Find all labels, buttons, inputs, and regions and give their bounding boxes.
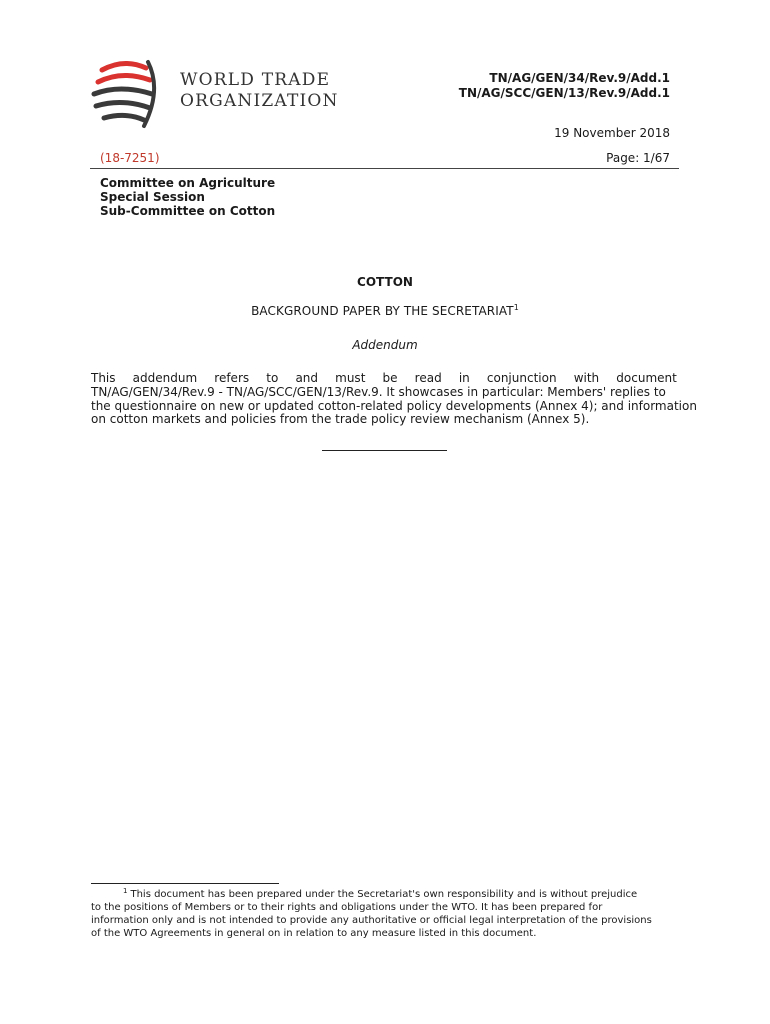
footnote-line xyxy=(91,888,681,901)
subtitle-text: BACKGROUND PAPER BY THE SECRETARIAT xyxy=(251,304,514,318)
header-divider xyxy=(90,168,679,169)
committee-block xyxy=(100,176,275,218)
body-line: on cotton markets and policies from the trade policy review mechanism (Annex 5). xyxy=(91,412,590,427)
body-word: read xyxy=(414,371,442,385)
footnote-marker: 1 xyxy=(123,886,128,895)
body-word: document xyxy=(616,371,677,385)
document-subtitle xyxy=(0,304,770,318)
page-indicator: Page: 1/67 xyxy=(606,151,670,165)
body-word: be xyxy=(382,371,398,385)
body-word: refers xyxy=(214,371,250,385)
body-word: conjunction xyxy=(486,371,557,385)
document-symbol: TN/AG/SCC/GEN/13/Rev.9/Add.1 xyxy=(458,86,670,100)
body-line: TN/AG/GEN/34/Rev.9 - TN/AG/SCC/GEN/13/Rev.9. It showcases in particular: Members' replies to xyxy=(91,384,666,399)
document-symbol: TN/AG/GEN/34/Rev.9/Add.1 xyxy=(489,71,670,85)
footnote-line: to the positions of Members or to their rights and obligations under the WTO. It has been prepared for xyxy=(91,902,603,913)
document-title: COTTON xyxy=(357,275,413,289)
wto-logo xyxy=(88,56,348,132)
footnote-line: information only and is not intended to provide any authoritative or official legal interpretation of the provisions xyxy=(91,915,652,926)
logo-line-1: WORLD TRADE xyxy=(180,70,331,90)
committee-line: Special Session xyxy=(100,190,205,204)
document-date: 19 November 2018 xyxy=(554,126,670,140)
wto-emblem-icon xyxy=(88,56,168,132)
body-line: the questionnaire on new or updated cotton-related policy developments (Annex 4); and information xyxy=(91,398,697,413)
section-separator xyxy=(322,450,447,451)
addendum-label: Addendum xyxy=(352,338,418,352)
document-symbols xyxy=(459,71,670,101)
footnote-text: This document has been prepared under the Secretariat's own responsibility and is without prejudice xyxy=(130,889,638,900)
committee-line: Sub-Committee on Cotton xyxy=(100,204,276,218)
body-word: This xyxy=(91,371,116,385)
body-line xyxy=(91,372,677,386)
body-word: with xyxy=(573,371,600,385)
body-word: addendum xyxy=(132,371,198,385)
footnote xyxy=(91,888,681,940)
body-word: to xyxy=(266,371,279,385)
body-word: in xyxy=(458,371,470,385)
body-paragraph xyxy=(91,371,697,427)
footnote-line: of the WTO Agreements in general on in relation to any measure listed in this document. xyxy=(91,928,537,939)
footnote-divider xyxy=(91,883,279,884)
document-reference-number: (18-7251) xyxy=(100,151,160,165)
footnote-reference: 1 xyxy=(513,303,519,312)
body-word: and xyxy=(295,371,319,385)
committee-line: Committee on Agriculture xyxy=(100,176,276,190)
body-word: must xyxy=(335,371,366,385)
logo-line-2: ORGANIZATION xyxy=(180,91,339,111)
logo-wordmark xyxy=(180,70,339,112)
